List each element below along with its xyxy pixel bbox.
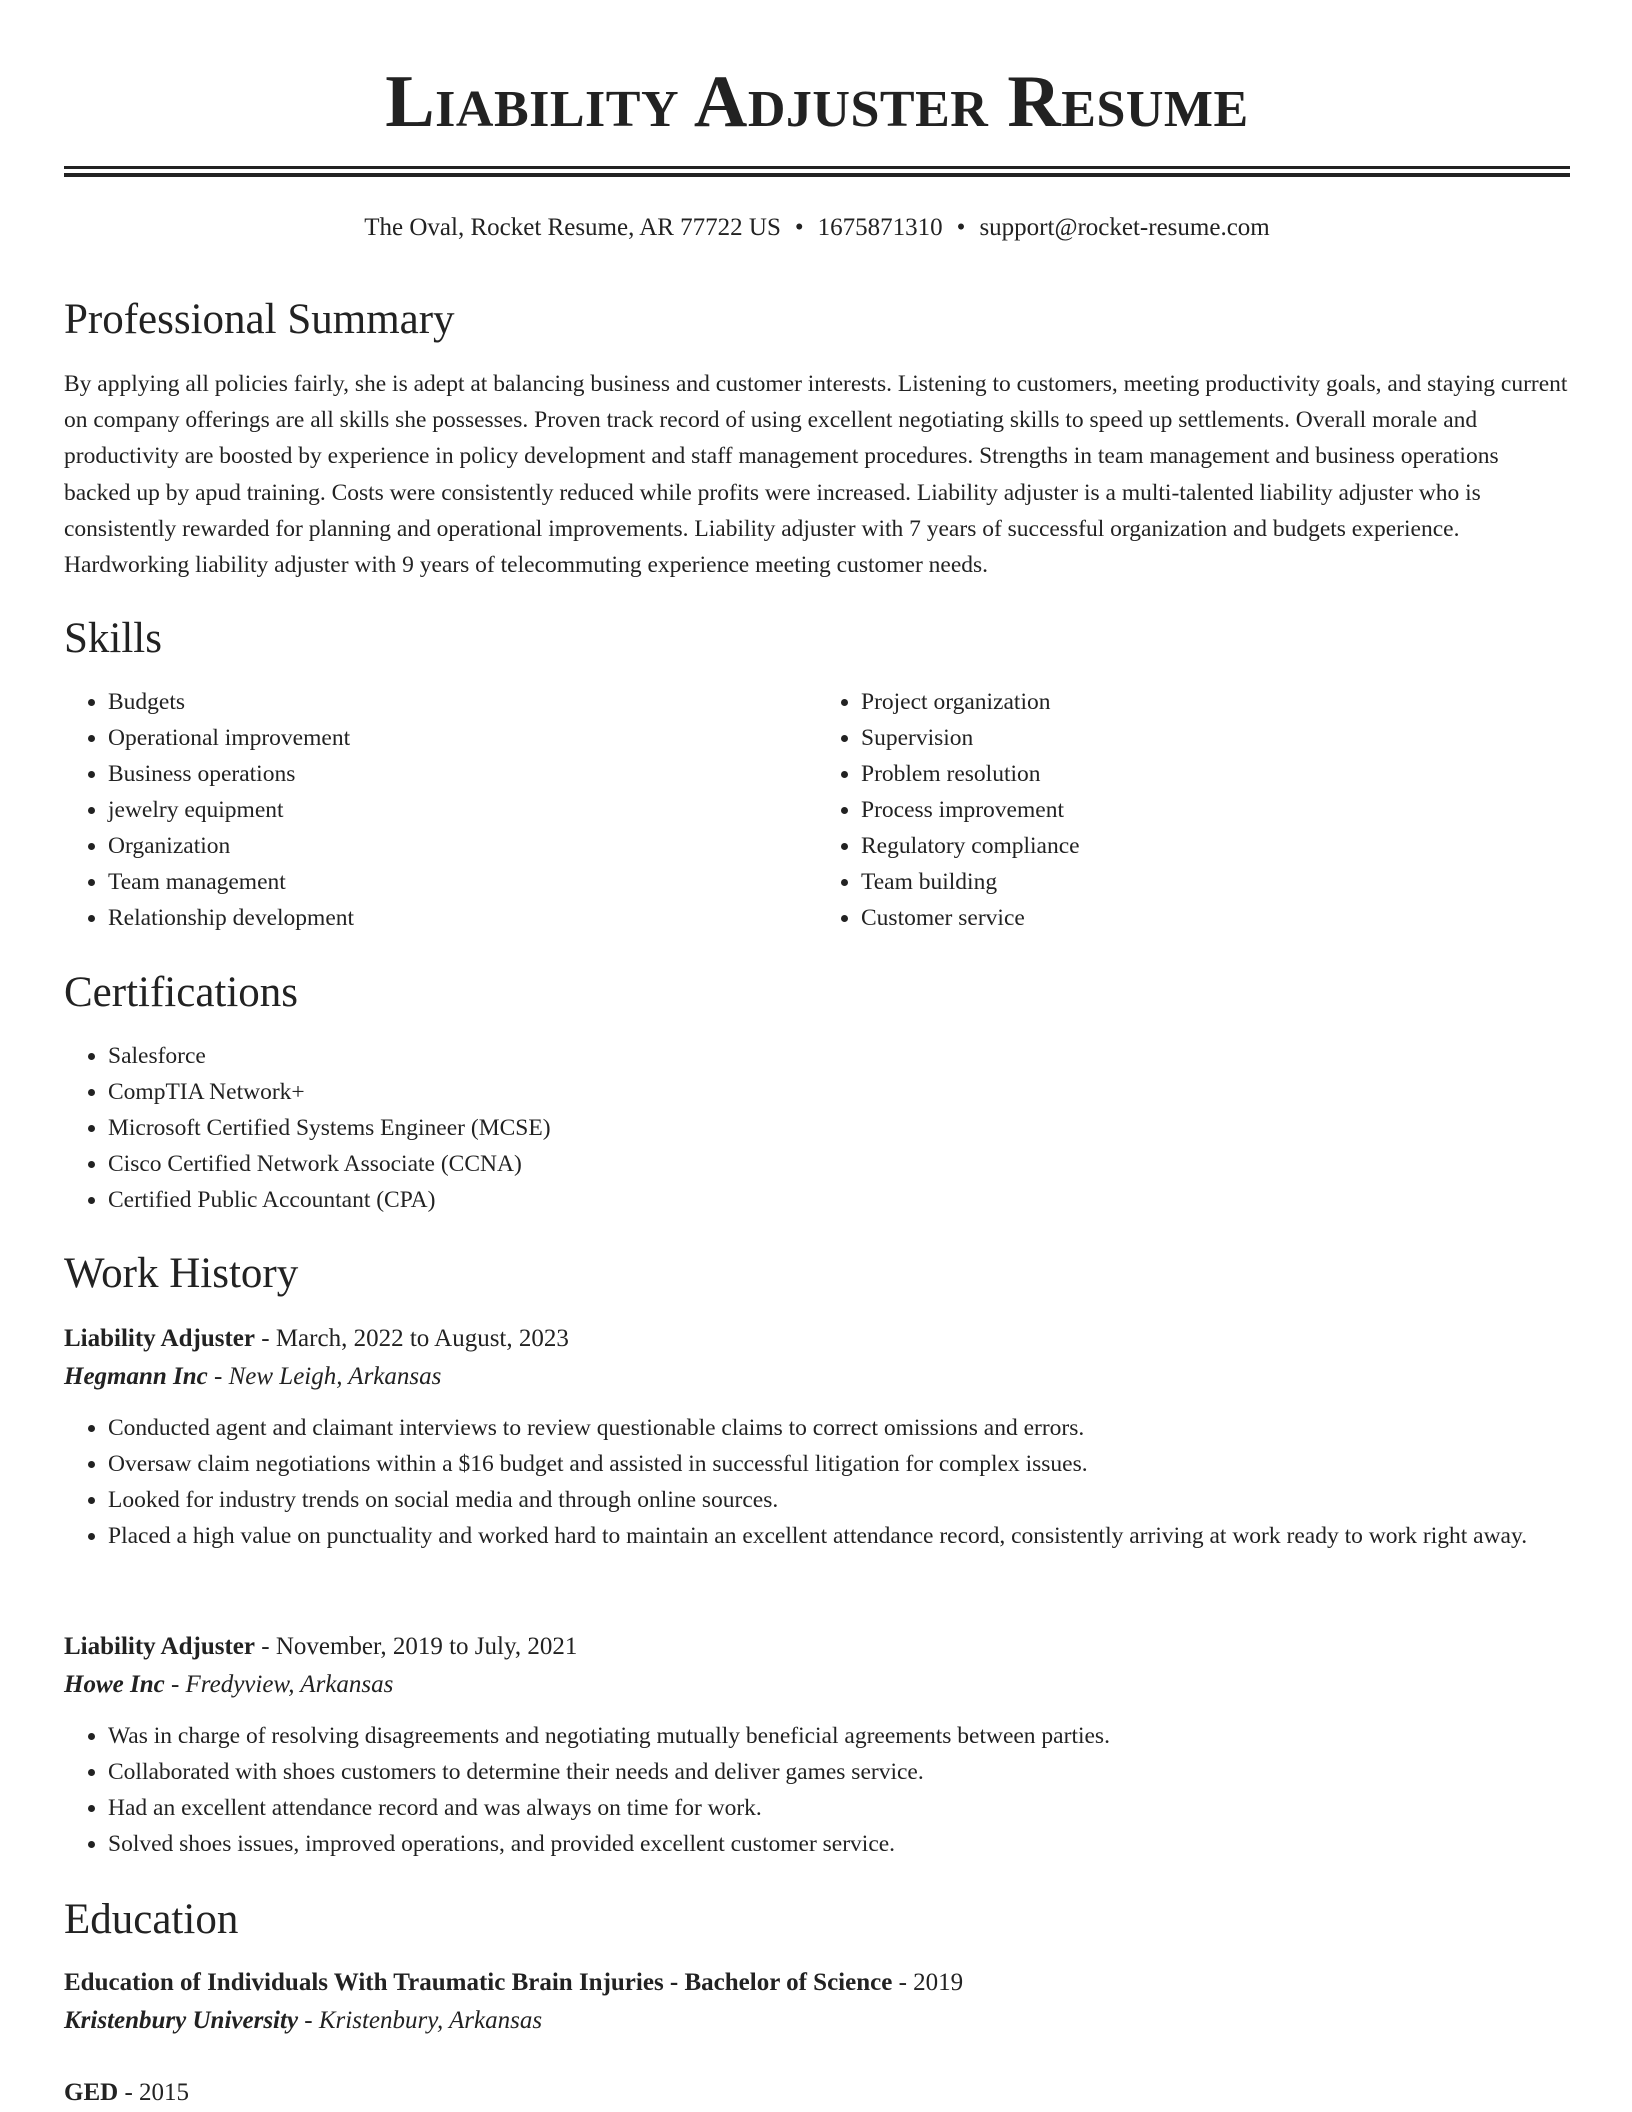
degree: Education of Individuals With Traumatic Brain Injuries - Bachelor of Science — [64, 1969, 893, 1996]
certification-item: • Salesforce — [108, 1038, 551, 1074]
resume-title: Liability Adjuster Resume — [385, 61, 1249, 143]
skill-item: • Problem resolution — [861, 756, 1570, 792]
skills-list-left — [64, 684, 817, 936]
job-dates: March, 2022 to August, 2023 — [275, 1325, 569, 1352]
skill-item: • Process improvement — [861, 792, 1570, 828]
job-bullet: • Conducted agent and claimant interviews to review questionable claims to correct omissions and errors. — [108, 1410, 1570, 1446]
job-title-line — [64, 1320, 1570, 1358]
education-heading: Education — [64, 1896, 239, 1943]
dash: - — [261, 1325, 270, 1352]
dash: - — [261, 1633, 270, 1660]
job-company-line — [64, 1358, 1570, 1396]
title-divider — [64, 166, 1570, 177]
job-dates: November, 2019 to July, 2021 — [275, 1633, 578, 1660]
degree-year: 2015 — [139, 2079, 190, 2106]
job-title-line — [64, 1628, 1570, 1666]
skill-item: • Team management — [108, 864, 817, 900]
resume-page — [64, 0, 1570, 2106]
skills-list-right — [817, 684, 1570, 936]
skill-item: • Budgets — [108, 684, 817, 720]
job-entry — [64, 1320, 1570, 1554]
degree: GED — [64, 2079, 119, 2106]
skills-heading: Skills — [64, 615, 162, 662]
school-name: Kristenbury University — [64, 2007, 299, 2034]
job-bullet: • Was in charge of resolving disagreements and negotiating mutually beneficial agreements between parties. — [108, 1718, 1570, 1754]
degree-line — [64, 2074, 189, 2112]
skill-item: • Operational improvement — [108, 720, 817, 756]
job-bullet: • Collaborated with shoes customers to determine their needs and deliver games service. — [108, 1754, 1570, 1790]
certifications-list — [64, 1038, 551, 1218]
certification-item: • Certified Public Accountant (CPA) — [108, 1182, 551, 1218]
skill-item: • Project organization — [861, 684, 1570, 720]
contact-email: support@rocket-resume.com — [979, 214, 1270, 241]
dash: - — [304, 2007, 313, 2034]
summary-heading: Professional Summary — [64, 296, 455, 343]
job-location: Fredyview, Arkansas — [185, 1671, 394, 1698]
education-entry — [64, 2074, 189, 2112]
job-title: Liability Adjuster — [64, 1633, 255, 1660]
skill-item: • Business operations — [108, 756, 817, 792]
skill-item: • Customer service — [861, 900, 1570, 936]
contact-separator: • — [956, 214, 966, 241]
job-company: Hegmann Inc — [64, 1363, 208, 1390]
job-bullet: • Looked for industry trends on social media and through online sources. — [108, 1482, 1570, 1518]
contact-address: The Oval, Rocket Resume, AR 77722 US — [364, 214, 781, 241]
contact-phone: 1675871310 — [817, 214, 943, 241]
job-bullet: • Had an excellent attendance record and was always on time for work. — [108, 1790, 1570, 1826]
job-location: New Leigh, Arkansas — [228, 1363, 442, 1390]
work-history-heading: Work History — [64, 1250, 299, 1297]
school-line — [64, 2002, 963, 2040]
dash: - — [898, 1969, 907, 1996]
job-title: Liability Adjuster — [64, 1325, 255, 1352]
certification-item: • CompTIA Network+ — [108, 1074, 551, 1110]
education-entry — [64, 1964, 963, 2040]
skill-item: • Team building — [861, 864, 1570, 900]
job-bullet: • Oversaw claim negotiations within a $16 budget and assisted in successful litigation for complex issues. — [108, 1446, 1570, 1482]
job-entry — [64, 1628, 1570, 1862]
certifications-heading: Certifications — [64, 969, 299, 1016]
job-company: Howe Inc — [64, 1671, 165, 1698]
dash: - — [124, 2079, 133, 2106]
school-location: Kristenbury, Arkansas — [318, 2007, 543, 2034]
job-company-line — [64, 1666, 1570, 1704]
skill-item: • Regulatory compliance — [861, 828, 1570, 864]
degree-line — [64, 1964, 963, 2002]
skill-item: • Relationship development — [108, 900, 817, 936]
dash: - — [170, 1671, 180, 1698]
summary-text: By applying all policies fairly, she is adept at balancing business and customer interests. Listening to customers, meeting productivity goals, and staying current on company offerings are all skills she possesses. Proven track record of using excellent negotiating skills to speed up settlements. Overall morale and productivity are boosted by experience in policy development and staff management procedures. Strengths in team management and business operations backed up by apud training. Costs were consistently reduced while profits were increased. Liability adjuster is a multi-talented liability adjuster who is consistently rewarded for planning and operational improvements. Liability adjuster with 7 years of successful organization and budgets experience. Hardworking liability adjuster with 9 years of telecommuting experience meeting customer needs. — [64, 371, 1568, 579]
certification-item: • Cisco Certified Network Associate (CCNA) — [108, 1146, 551, 1182]
dash: - — [214, 1363, 223, 1390]
job-bullets — [64, 1410, 1570, 1554]
degree-year: 2019 — [913, 1969, 964, 1996]
skill-item: • Supervision — [861, 720, 1570, 756]
job-bullet: • Solved shoes issues, improved operations, and provided excellent customer service. — [108, 1826, 1570, 1862]
contact-separator: • — [794, 214, 804, 241]
job-bullet: • Placed a high value on punctuality and worked hard to maintain an excellent attendance record, consistently arriving at work ready to work right away. — [108, 1518, 1570, 1554]
certification-item: • Microsoft Certified Systems Engineer (MCSE) — [108, 1110, 551, 1146]
skill-item: • Organization — [108, 828, 817, 864]
skill-item: • jewelry equipment — [108, 792, 817, 828]
contact-line — [64, 213, 1570, 243]
job-bullets — [64, 1718, 1570, 1862]
skills-columns — [64, 684, 1570, 936]
